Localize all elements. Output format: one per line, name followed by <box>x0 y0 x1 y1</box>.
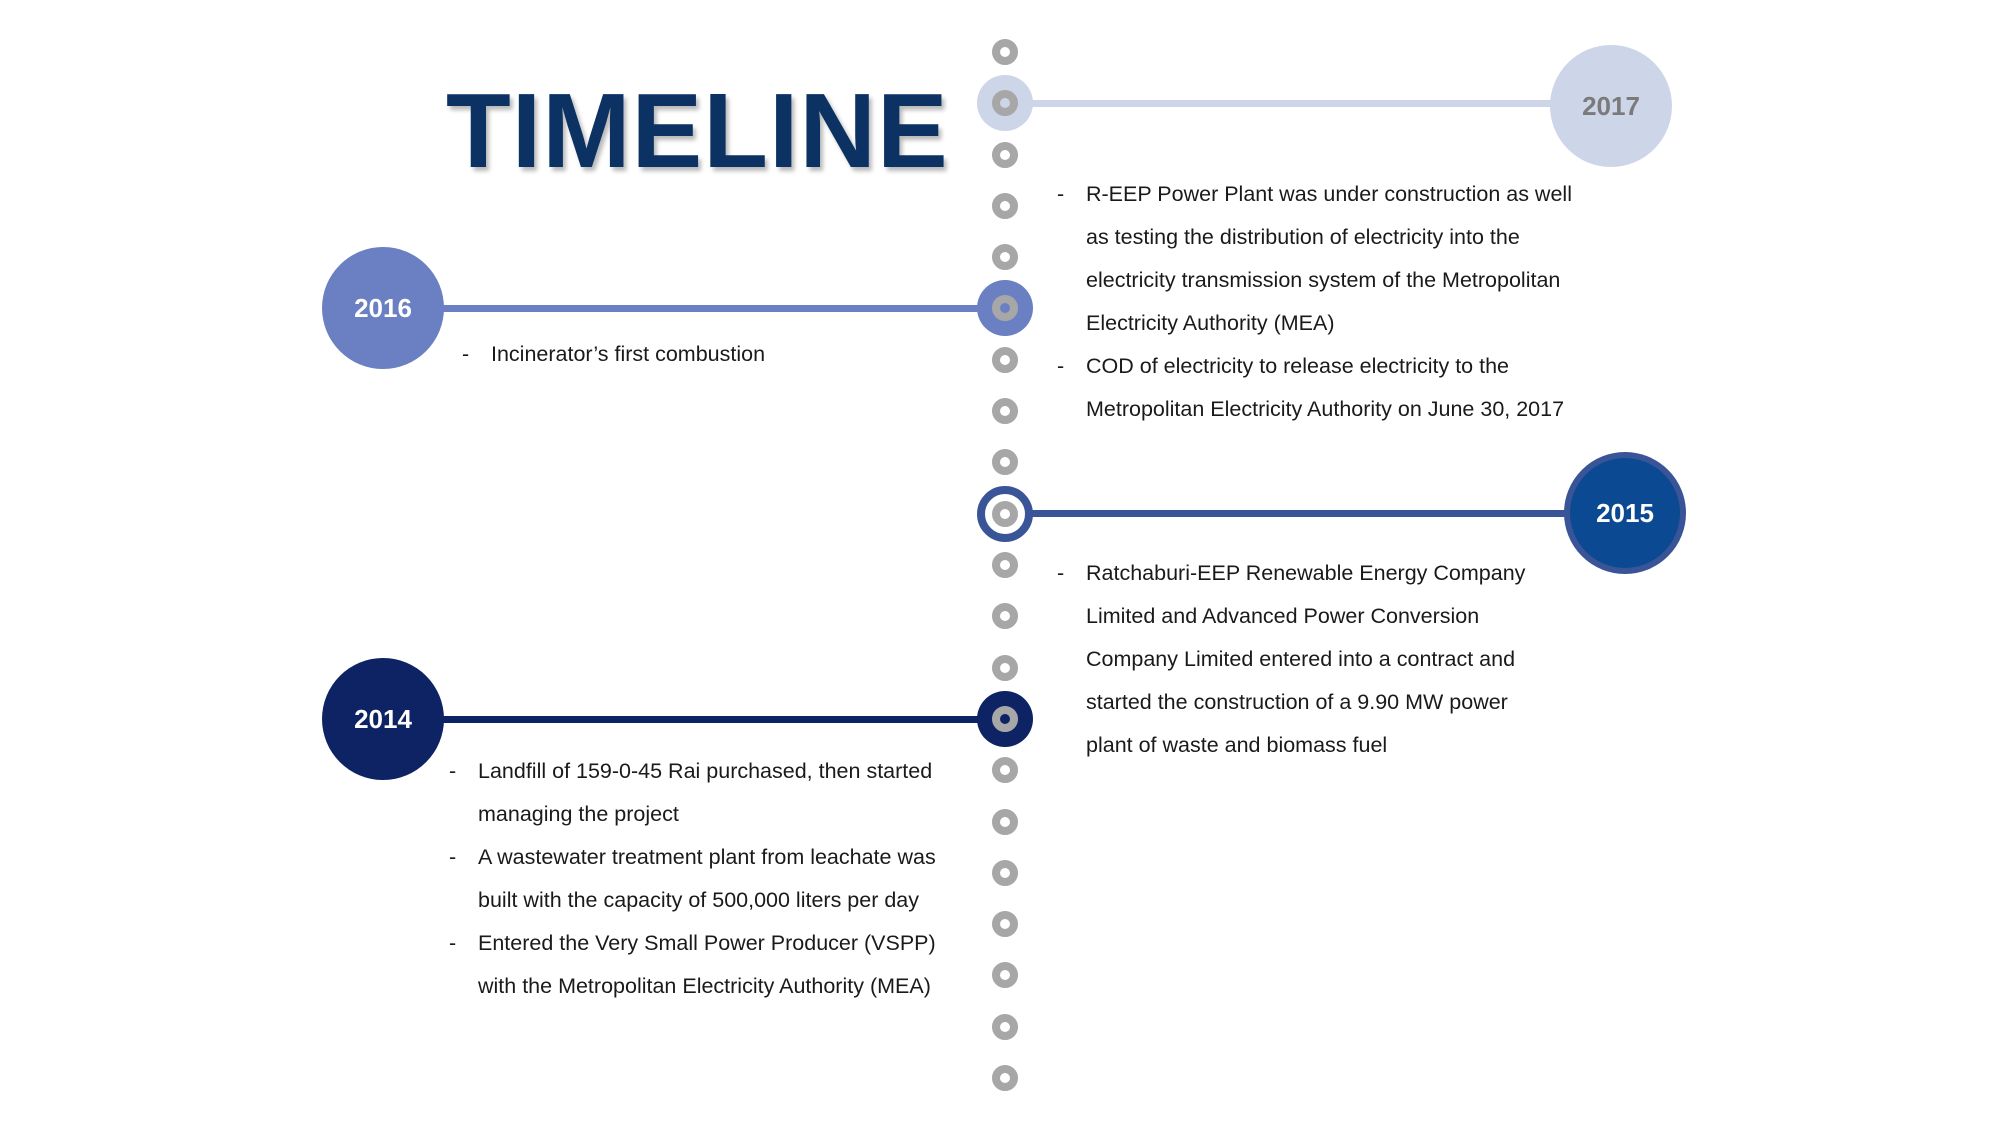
timeline-dot-icon <box>992 193 1018 219</box>
year-badge-2017[interactable] <box>1550 45 1672 167</box>
timeline-dot-icon <box>992 39 1018 65</box>
event-item: - Ratchaburi-EEP Renewable Energy Company Limited and Advanced Power Conversion Company Limited entered into a contract and started the construction of a 9.90 MW power plant of waste and biomass fuel <box>1057 561 1526 757</box>
node-ring-icon <box>992 295 1018 321</box>
event-description-2014 <box>449 750 1009 1008</box>
timeline-dot-icon <box>992 449 1018 475</box>
node-ring-icon <box>992 501 1018 527</box>
connector-line-2015 <box>1005 510 1625 517</box>
timeline-dot-icon <box>992 552 1018 578</box>
timeline-dot-icon <box>992 1065 1018 1091</box>
event-description-2017 <box>1057 173 1617 431</box>
timeline-node-2015[interactable] <box>977 486 1033 542</box>
timeline-dot-icon <box>992 1014 1018 1040</box>
connector-line-2014 <box>383 716 1005 723</box>
event-description-2016 <box>462 333 962 376</box>
event-item: - A wastewater treatment plant from leachate was built with the capacity of 500,000 liters per day <box>449 845 936 912</box>
timeline-dot-icon <box>992 142 1018 168</box>
node-ring-icon <box>992 706 1018 732</box>
year-label: 2017 <box>1582 90 1640 121</box>
year-label: 2016 <box>354 292 412 323</box>
timeline-dot-icon <box>992 603 1018 629</box>
timeline-dot-icon <box>992 655 1018 681</box>
event-item: - Entered the Very Small Power Producer (VSPP) with the Metropolitan Electricity Authority (MEA) <box>449 931 936 998</box>
node-ring-icon <box>992 90 1018 116</box>
event-item: - COD of electricity to release electricity to the Metropolitan Electricity Authority on June 30, 2017 <box>1057 354 1565 421</box>
year-label: 2014 <box>354 703 412 734</box>
year-label: 2015 <box>1596 497 1654 528</box>
connector-line-2016 <box>383 305 1005 312</box>
page-title: TIMELINE <box>446 72 949 190</box>
timeline-dot-icon <box>992 347 1018 373</box>
event-item: - Incinerator’s first combustion <box>462 342 766 366</box>
timeline-dot-icon <box>992 398 1018 424</box>
event-item: - R-EEP Power Plant was under construction as well as testing the distribution of electricity into the electricity transmission system of the Metropolitan Electricity Authority (MEA) <box>1057 182 1572 335</box>
timeline-node-2014[interactable] <box>977 691 1033 747</box>
year-badge-2014[interactable] <box>322 658 444 780</box>
timeline-node-2017[interactable] <box>977 75 1033 131</box>
event-description-2015 <box>1057 552 1617 767</box>
timeline-node-2016[interactable] <box>977 280 1033 336</box>
connector-line-2017 <box>1005 100 1615 107</box>
timeline-dot-icon <box>992 244 1018 270</box>
year-badge-2016[interactable] <box>322 247 444 369</box>
event-item: - Landfill of 159-0-45 Rai purchased, then started managing the project <box>449 759 933 826</box>
